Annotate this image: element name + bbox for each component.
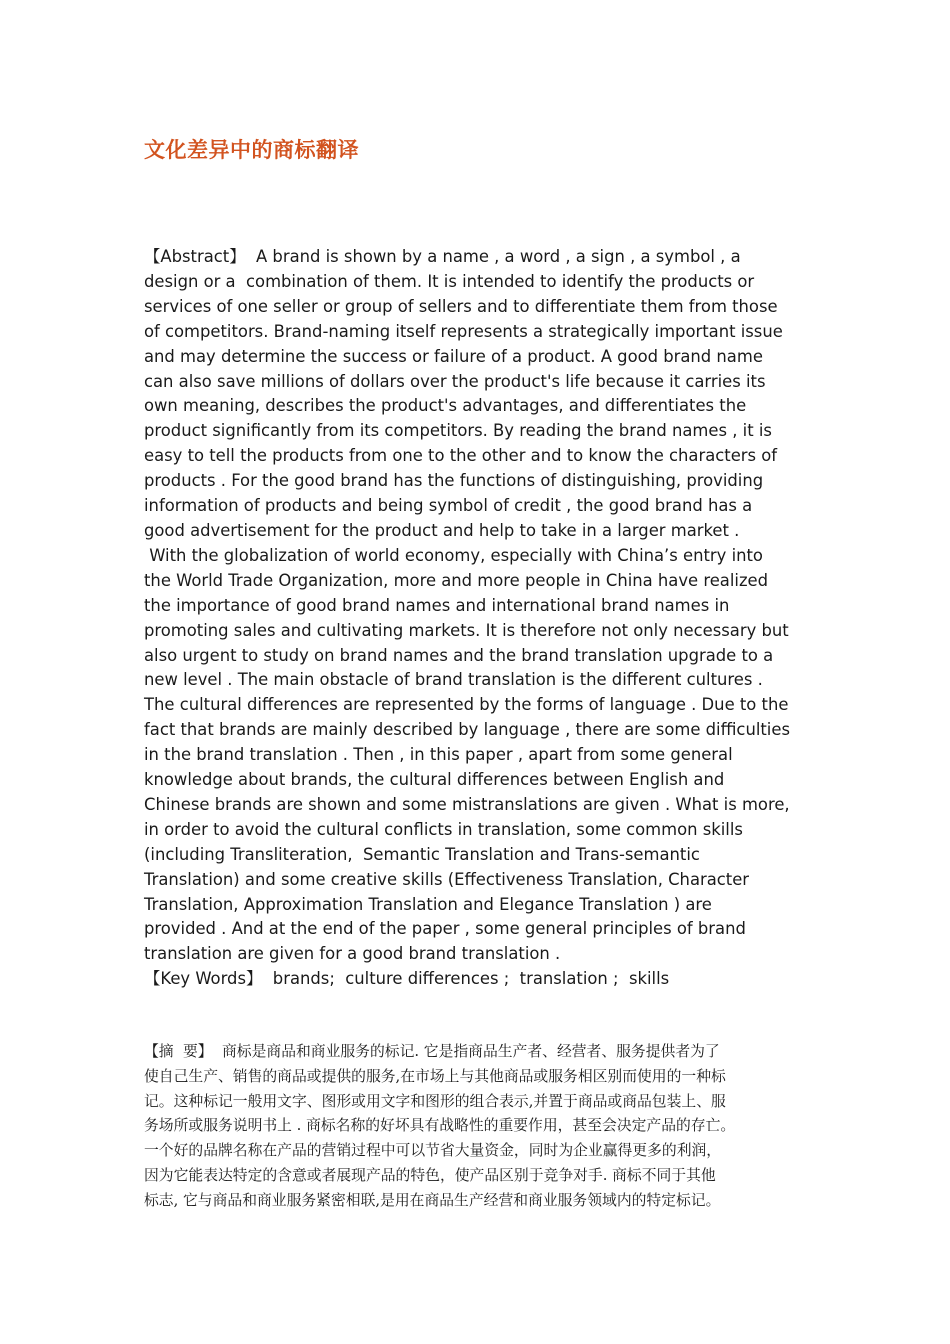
english-abstract-line: product significantly from its competitors. By reading the brand names , it is bbox=[144, 421, 772, 441]
english-abstract-line: Chinese brands are shown and some mistranslations are given . What is more, bbox=[144, 794, 790, 814]
english-abstract-line: 【Abstract】 A brand is shown by a name , a word , a sign , a symbol , a bbox=[144, 247, 741, 266]
english-abstract-line: the World Trade Organization, more and more people in China have realized bbox=[144, 570, 769, 590]
english-abstract-line: new level . The main obstacle of brand translation is the different cultures . bbox=[144, 670, 763, 690]
english-abstract-line: promoting sales and cultivating markets. It is therefore not only necessary but bbox=[144, 620, 789, 640]
english-abstract-line: of competitors. Brand-naming itself represents a strategically important issue bbox=[144, 321, 783, 341]
english-abstract-line: provided . And at the end of the paper , some general principles of brand bbox=[144, 919, 746, 939]
english-abstract-line: fact that brands are mainly described by language , there are some difficulties bbox=[144, 720, 790, 740]
english-abstract-line: easy to tell the products from one to the other and to know the characters of bbox=[144, 446, 778, 466]
chinese-abstract-line: 记。这种标记一般用文字、图形或用文字和图形的组合表示,并置于商品或商品包装上、服 bbox=[144, 1092, 726, 1110]
document-title: 文化差异中的商标翻译 bbox=[144, 138, 359, 162]
chinese-abstract-line: 一个好的品牌名称在产品的营销过程中可以节省大量资金，同时为企业赢得更多的利润， bbox=[144, 1142, 722, 1160]
english-abstract-line: Translation, Approximation Translation and Elegance Translation ) are bbox=[144, 894, 712, 914]
chinese-abstract-line: 标志, 它与商品和商业服务紧密相联,是用在商品生产经营和商业服务领域内的特定标记。 bbox=[144, 1191, 721, 1209]
english-abstract-line: products . For the good brand has the functions of distinguishing, providing bbox=[144, 471, 764, 491]
english-abstract-line: The cultural differences are represented by the forms of language . Due to the bbox=[144, 695, 789, 715]
english-abstract-line: information of products and being symbol of credit , the good brand has a bbox=[144, 496, 753, 516]
chinese-abstract-line: 【摘 要】 商标是商品和商业服务的标记. 它是指商品生产者、经营者、服务提供者为了 bbox=[144, 1043, 720, 1060]
english-abstract-line: good advertisement for the product and help to take in a larger market . bbox=[144, 520, 740, 540]
english-abstract-line: services of one seller or group of sellers and to differentiate them from those bbox=[144, 296, 778, 316]
chinese-abstract bbox=[144, 1040, 814, 1214]
english-abstract-line: With the globalization of world economy, especially with China’s entry into bbox=[144, 545, 763, 565]
english-abstract-line: and may determine the success or failure of a product. A good brand name bbox=[144, 346, 763, 366]
chinese-abstract-line: 使自己生产、销售的商品或提供的服务,在市场上与其他商品或服务相区别而使用的一种标 bbox=[144, 1067, 726, 1085]
english-abstract-line: own meaning, describes the product's advantages, and differentiates the bbox=[144, 396, 747, 416]
english-keywords: 【Key Words】 brands; culture differences ; translation ; skills bbox=[144, 969, 670, 989]
english-abstract-line: also urgent to study on brand names and the brand translation upgrade to a bbox=[144, 645, 774, 665]
english-abstract-line: Translation) and some creative skills (Effectiveness Translation, Character bbox=[144, 869, 750, 889]
english-abstract-line: knowledge about brands, the cultural differences between English and bbox=[144, 770, 725, 790]
english-abstract-line: translation are given for a good brand translation . bbox=[144, 944, 561, 964]
english-abstract-line: can also save millions of dollars over the product's life because it carries its bbox=[144, 371, 766, 391]
english-abstract-line: the importance of good brand names and international brand names in bbox=[144, 595, 730, 615]
english-abstract-line: (including Transliteration, Semantic Translation and Trans-semantic bbox=[144, 844, 700, 864]
chinese-abstract-line: 因为它能表达特定的含意或者展现产品的特色，使产品区别于竞争对手. 商标不同于其他 bbox=[144, 1166, 716, 1184]
english-abstract-line: in order to avoid the cultural conflicts in translation, some common skills bbox=[144, 819, 743, 839]
english-abstract-line: in the brand translation . Then , in this paper , apart from some general bbox=[144, 745, 733, 765]
english-abstract-line: design or a combination of them. It is intended to identify the products or bbox=[144, 271, 755, 291]
english-abstract bbox=[144, 245, 814, 992]
chinese-abstract-line: 务场所或服务说明书上 . 商标名称的好坏具有战略性的重要作用，甚至会决定产品的存亡。 bbox=[144, 1117, 736, 1135]
